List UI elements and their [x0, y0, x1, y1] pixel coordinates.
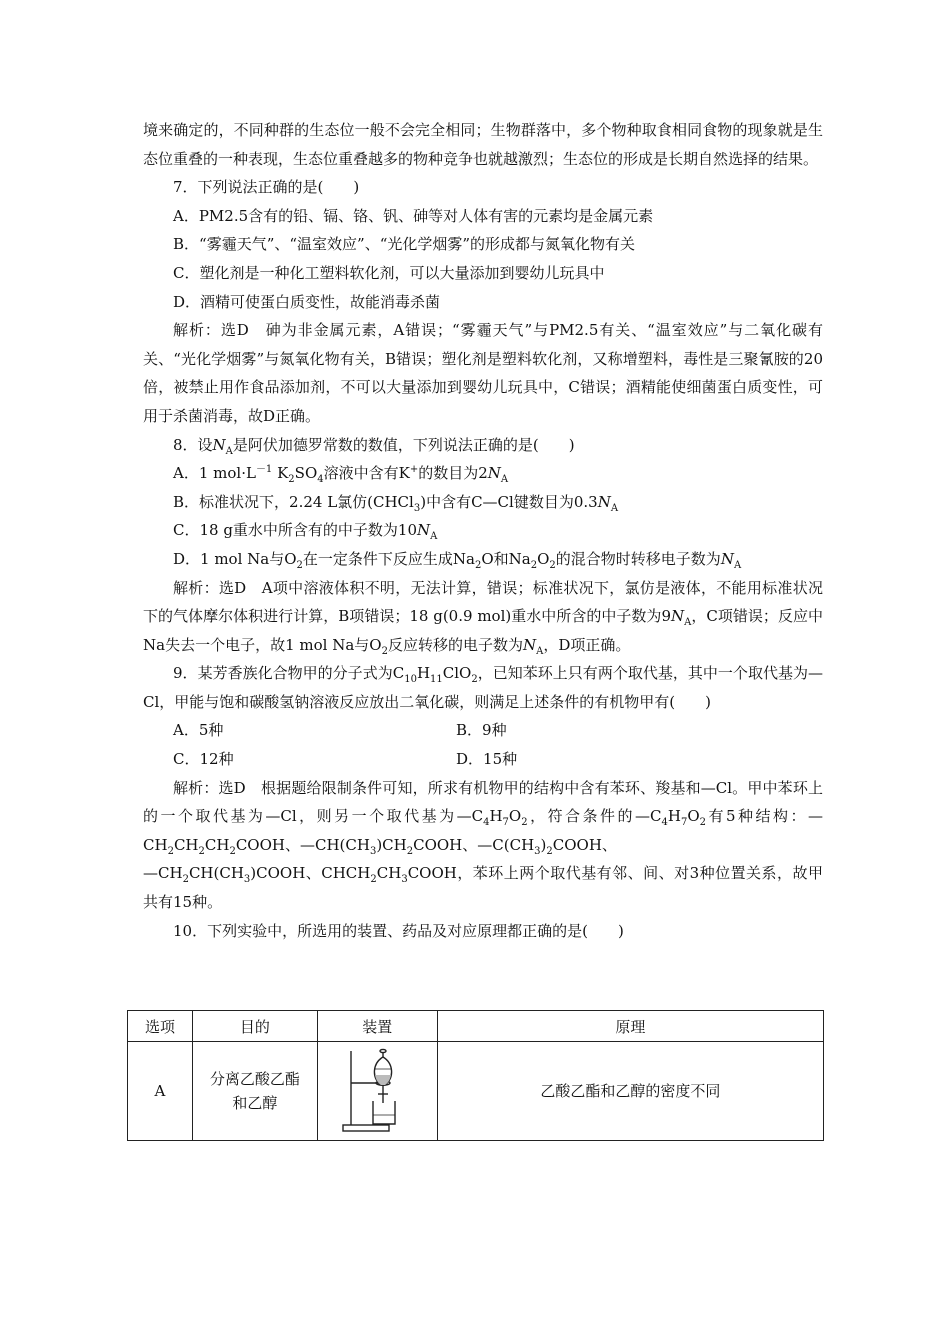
q7-option-a: A．PM2.5含有的铅、镉、铬、钒、砷等对人体有害的元素均是金属元素 [173, 206, 654, 225]
q8-option-c: C．18 g重水中所含有的中子数为$10N_A$ [173, 521, 438, 543]
row-purpose: 分离乙酸乙酯和乙醇 [192, 1042, 317, 1141]
table-header-principle: 原理 [437, 1011, 823, 1042]
row-option: A [128, 1042, 193, 1141]
q9-option-b: B．9种 [456, 721, 507, 740]
q7-option-b: B．“雾霾天气”、“温室效应”、“光化学烟雾”的形成都与氮氧化物有关 [173, 235, 636, 254]
intro-paragraph: 境来确定的，不同种群的生态位一般不会完全相同；生物群落中，多个物种取食相同食物的现象就是生态位重叠的一种表现，生态位重叠越多的物种竞争也就越激烈；生态位的形成是长期自然选择的结果。 [143, 121, 823, 168]
document-body [143, 116, 823, 945]
q9-options-row-2 [143, 745, 823, 774]
q9-option-c: C．12种 [173, 750, 234, 769]
q10-stem: 10．下列实验中，所选用的装置、药品及对应原理都正确的是( ) [173, 921, 624, 940]
q8-stem: 8．设$N_A$是阿伏加德罗常数的数值，下列说法正确的是( ) [173, 435, 575, 457]
q9-analysis-2: $—CH_2CH(CH_3)COOH$、$CHCH_2CH_3COOH$，苯环上两个取代基有邻、间、对3种位置关系，故甲共有15种。 [143, 864, 823, 912]
table-header-row [128, 1011, 824, 1042]
q9-stem: 9．某芳香族化合物甲的分子式为$C_{10}H_{11}ClO_2$，已知苯环上只有两个取代基，其中一个取代基为—Cl，甲能与饱和碳酸氢钠溶液反应放出二氧化碳，则满足上述条件的有机物甲有( ) [143, 664, 823, 711]
row-principle: 乙酸乙酯和乙醇的密度不同 [437, 1042, 823, 1141]
q9-analysis-1: 解析：选D 根据题给限制条件可知，所求有机物甲的结构中含有苯环、羧基和—Cl。甲中苯环上的一个取代基为—Cl，则另一个取代基为$—C_4H_7O_2$，符合条件的$—C_4H_7O_2$有5种结构：$—CH_2CH_2CH_2COOH$、$—CH(CH_3)CH_2COOH$、$—C(CH_3)_2COOH$、 [143, 778, 823, 857]
table-header-option: 选项 [128, 1011, 193, 1042]
row-apparatus [317, 1042, 437, 1141]
q8-option-d: D．1 mol Na与$O_2$在一定条件下反应生成$Na_2O$和$Na_2O_2$的混合物时转移电子数为$N_A$ [173, 549, 742, 571]
separatory-funnel-apparatus-icon [337, 1045, 417, 1137]
q8-option-a: A．1 $mol\cdot L^{-1}$ $K_2SO_4$溶液中含有K+的数目为$2N_A$ [173, 464, 509, 486]
q10-table [127, 1010, 824, 1141]
table-header-apparatus: 装置 [317, 1011, 437, 1042]
q9-option-d: D．15种 [456, 750, 518, 769]
table-row [128, 1042, 824, 1141]
q9-options-row-1 [143, 716, 823, 745]
q7-option-c: C．塑化剂是一种化工塑料软化剂，可以大量添加到婴幼儿玩具中 [173, 263, 605, 282]
q9-option-a: A．5种 [173, 721, 224, 740]
q7-stem: 7．下列说法正确的是( ) [173, 178, 360, 197]
q7-option-d: D．酒精可使蛋白质变性，故能消毒杀菌 [173, 292, 441, 311]
q7-analysis: 解析：选D 砷为非金属元素，A错误；“雾霾天气”与PM2.5有关、“温室效应”与二氧化碳有关、“光化学烟雾”与氮氧化物有关，B错误；塑化剂是塑料软化剂，又称增塑料，毒性是三聚氰胺的20倍，被禁止用作食品添加剂，不可以大量添加到婴幼儿玩具中，C错误；酒精能使细菌蛋白质变性，可用于杀菌消毒，故D正确。 [143, 321, 823, 425]
q8-option-b: B．标准状况下，2.24 L氯仿(CHCl$_3$)中含有C—Cl键数目为$0.3N_A$ [173, 492, 619, 514]
table-header-purpose: 目的 [192, 1011, 317, 1042]
q8-analysis: 解析：选D A项中溶液体积不明，无法计算，错误；标准状况下，氯仿是液体，不能用标准状况下的气体摩尔体积进行计算，B项错误；18 g(0.9 mol)重水中所含的中子数为$9N_A$，C项错误；反应中Na失去一个电子，故1 mol Na与$O_2$反应转移的电子数为$N_A$，D项正确。 [143, 578, 823, 657]
